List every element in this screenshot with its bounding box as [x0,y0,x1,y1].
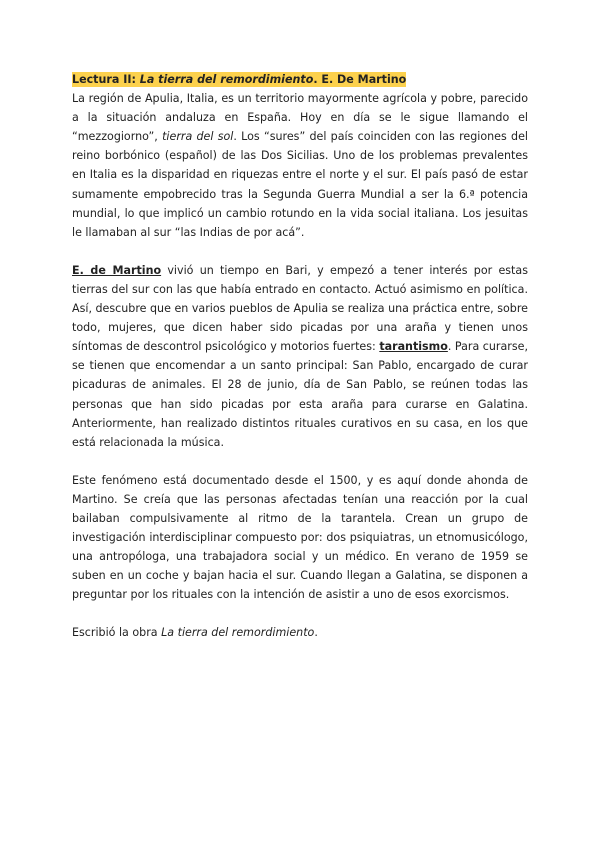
paragraph-4-text-a: Escribió la obra [72,626,162,640]
heading-suffix: . E. De Martino [313,73,407,86]
heading-title: La tierra del remordimiento [139,73,314,86]
paragraph-4 [72,623,528,642]
heading-prefix: Lectura II: [72,73,140,86]
heading-highlight [72,72,406,87]
paragraph-3: Este fenómeno está documentado desde el 1500, y es aquí donde ahonda de Martino. Se creía que las personas afectadas tenían una reacción por la cual bailaban compulsivamente al ritmo de la tarantela. Crean un grupo de investigación interdisciplinar compuesto por: dos psiquiatras, un etnomusicólogo, una antropóloga, una trabajadora social y un médico. En verano de 1959 se suben en un coche y bajan hacia el sur. Cuando llegan a Galatina, se disponen a preguntar por los rituales con la intención de asistir a uno de esos exorcismos. [72,473,528,602]
paragraph-spacer [72,604,528,623]
paragraph-spacer [72,242,528,261]
paragraph-4-text-c: . [314,626,318,640]
paragraph-spacer [72,452,528,471]
paragraph-1-text-a: La región de Apulia, Italia, es un territorio mayormente agrícola y pobre, parecido a la situación andaluza en España. Hoy en día se le sigue llamando el “mezzogiorno”, [72,92,528,144]
paragraph-2-text-a: vivió un tiempo en Bari, y empezó a tener interés por estas tierras del sur con las que había entrado en contacto. Actuó asimismo en política. Así, descubre que en varios pueblos de Apulia se realiza una práctica entre, sobre todo, mujeres, que dicen haber sido picadas por una araña y tienen unos síntomas de descontrol psicológico y motorios fuertes: [72,263,528,354]
paragraph-1-italic: tierra del sol [162,130,234,144]
document-page [72,70,528,643]
paragraph-2-text-b: . Para curarse, se tienen que encomendar a un santo principal: San Pablo, encargado de curar picaduras de animales. El 28 de junio, día de San Pablo, se reúnen todas las personas que han sido picadas por esta araña para curarse en Galatina. Anteriormente, han realizado distintos rituales curativos en su casa, en los que está relacionada la música. [72,340,528,449]
paragraph-1 [72,89,528,242]
paragraph-2 [72,261,528,452]
paragraph-1-text-c: . Los “sures” del país coinciden con las regiones del reino borbónico (español) de las Dos Sicilias. Uno de los problemas prevalentes en Italia es la disparidad en riquezas entre el norte y el sur. El país pasó de estar sumamente empobrecido tras la Segunda Guerra Mundial a ser la 6.ª potencia mundial, lo que implicó un cambio rotundo en la vida social italiana. Los jesuitas le llamaban al sur “las Indias de por acá”. [72,130,528,239]
section-heading [72,70,528,89]
paragraph-4-italic: La tierra del remordimiento [161,626,315,640]
author-name: E. de Martino [72,263,162,277]
term-tarantismo: tarantismo [379,340,448,354]
